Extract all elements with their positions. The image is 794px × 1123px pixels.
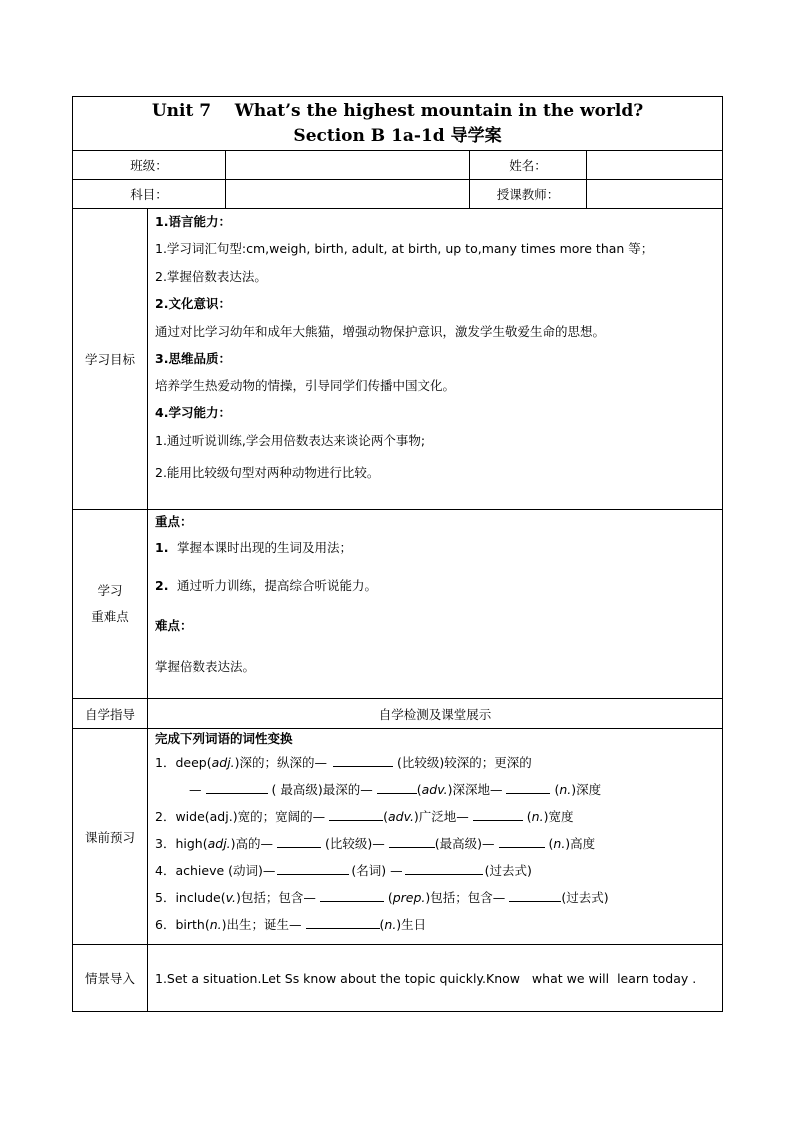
answer-blank[interactable] — [499, 835, 545, 848]
exercise-text: 2．wide(adj.)宽的；宽阔的— — [155, 809, 326, 824]
answer-blank[interactable] — [277, 835, 321, 848]
intro-label: 情景导入 — [73, 945, 148, 1012]
exercise-text: ( — [383, 890, 393, 905]
name-field[interactable] — [587, 151, 723, 180]
info-row-2 — [73, 180, 723, 209]
exercise-text: (比较级)— — [321, 836, 385, 851]
objective-line: 2.能用比较级句型对两种动物进行比较。 — [155, 465, 380, 480]
focus-item-1-text: 掌握本课时出现的生词及用法； — [177, 540, 353, 555]
answer-blank[interactable] — [277, 862, 349, 875]
pos-abbrev: adj. — [207, 836, 231, 851]
guide-row — [73, 699, 723, 729]
exercise-text: )深度 — [571, 782, 602, 797]
exercise-text: )高的— — [230, 836, 274, 851]
answer-blank[interactable] — [329, 808, 383, 821]
focus-item-2-text: 通过听力训练，提高综合听说能力。 — [177, 578, 378, 593]
pos-abbrev: prep. — [392, 890, 426, 905]
exercise-text: (最高级)— — [434, 836, 495, 851]
exercise-line-7 — [155, 911, 715, 938]
exercise-text: )宽度 — [543, 809, 574, 824]
objectives-label: 学习目标 — [73, 209, 148, 510]
info-row-1 — [73, 151, 723, 180]
objectives-content — [148, 209, 723, 510]
teacher-field[interactable] — [587, 180, 723, 209]
pos-abbrev: n. — [531, 809, 544, 824]
pos-abbrev: n. — [384, 917, 397, 932]
exercise-text: (名词) — — [351, 863, 403, 878]
exercise-text: ( — [379, 917, 385, 932]
objective-heading-1: 1.语言能力： — [155, 214, 231, 229]
title-cell — [73, 97, 723, 151]
pos-abbrev: n. — [559, 782, 572, 797]
exercise-text: )深深地— — [447, 782, 503, 797]
lesson-table — [72, 96, 723, 1012]
exercise-text: )高度 — [565, 836, 596, 851]
answer-blank[interactable] — [389, 835, 435, 848]
exercise-text: ( — [522, 809, 532, 824]
answer-blank[interactable] — [206, 781, 268, 794]
answer-blank[interactable] — [405, 862, 483, 875]
objective-line: 1.通过听说训练,学会用倍数表达来谈论两个事物; — [155, 433, 426, 448]
class-field[interactable] — [226, 151, 470, 180]
exercise-text: (过去式) — [484, 863, 532, 878]
exercise-text: 6．birth( — [155, 917, 210, 932]
objective-heading-3: 3.思维品质： — [155, 351, 231, 366]
answer-blank[interactable] — [509, 889, 561, 902]
preview-row — [73, 729, 723, 945]
exercise-line-1 — [155, 749, 715, 776]
exercise-text: ( — [383, 809, 388, 824]
title-line-2: Section B 1a-1d 导学案 — [293, 125, 502, 146]
exercise-text: 4．achieve (动词)— — [155, 863, 276, 878]
focus-heading: 重点： — [155, 514, 193, 529]
exercise-text: 5．include( — [155, 890, 226, 905]
exercise-text: )深的；纵深的— — [234, 755, 328, 770]
difficulty-heading: 难点： — [155, 618, 193, 633]
exercise-text: ( — [416, 782, 422, 797]
exercise-text: )出生；诞生— — [221, 917, 302, 932]
focus-item-1-number: 1. — [155, 540, 169, 555]
guide-content: 自学检测及课堂展示 — [148, 699, 723, 729]
keypoints-label-line-1: 学习 — [97, 583, 123, 598]
lesson-plan — [72, 96, 722, 1012]
preview-label: 课前预习 — [73, 729, 148, 945]
objective-line: 2.掌握倍数表达法。 — [155, 269, 267, 284]
preview-content — [148, 729, 723, 945]
pos-abbrev: n. — [553, 836, 566, 851]
exercise-line-3 — [155, 803, 715, 830]
objectives-row — [73, 209, 723, 510]
exercise-text: 1．deep( — [155, 755, 212, 770]
class-label: 班级： — [73, 151, 226, 180]
intro-row — [73, 945, 723, 1012]
answer-blank[interactable] — [377, 781, 417, 794]
exercise-line-2 — [155, 776, 715, 803]
objective-line: 通过对比学习幼年和成年大熊猫，增强动物保护意识，激发学生敬爱生命的思想。 — [155, 324, 606, 339]
exercise-text: ( 最高级)最深的— — [271, 782, 373, 797]
answer-blank[interactable] — [473, 808, 523, 821]
pos-abbrev: adj. — [211, 755, 235, 770]
focus-item-1 — [155, 532, 715, 564]
exercise-line-6 — [155, 884, 715, 911]
exercise-text: )生日 — [396, 917, 427, 932]
exercise-text: ( — [544, 836, 554, 851]
objective-line: 培养学生热爱动物的情操，引导同学们传播中国文化。 — [155, 378, 456, 393]
name-label: 姓名： — [470, 151, 587, 180]
title-row — [73, 97, 723, 151]
exercise-line-4 — [155, 830, 715, 857]
subject-field[interactable] — [226, 180, 470, 209]
answer-blank[interactable] — [306, 916, 380, 929]
teacher-label: 授课教师： — [470, 180, 587, 209]
focus-item-2-number: 2. — [155, 578, 169, 593]
keypoints-label-line-2: 重难点 — [91, 609, 129, 624]
pos-abbrev: adv. — [387, 809, 414, 824]
difficulty-text: 掌握倍数表达法。 — [155, 659, 256, 674]
keypoints-row — [73, 510, 723, 699]
keypoints-label — [73, 510, 148, 699]
exercise-text: — — [189, 782, 202, 797]
title-line-1: Unit 7 What’s the highest mountain in the world? — [151, 100, 644, 121]
answer-blank[interactable] — [333, 754, 393, 767]
pos-abbrev: n. — [209, 917, 222, 932]
intro-content: 1.Set a situation.Let Ss know about the topic quickly.Know what we will learn today . — [148, 945, 723, 1012]
guide-label: 自学指导 — [73, 699, 148, 729]
objective-line: 1.学习词汇句型:cm,weigh, birth, adult, at birth, up to,many times more than 等； — [155, 241, 654, 256]
keypoints-content — [148, 510, 723, 699]
exercise-text: )包括；包含— — [425, 890, 506, 905]
exercise-text: 3．high( — [155, 836, 208, 851]
objective-heading-2: 2.文化意识： — [155, 296, 231, 311]
exercise-text: (比较级)较深的；更深的 — [393, 755, 532, 770]
exercise-text: )广泛地— — [413, 809, 469, 824]
objective-heading-4: 4.学习能力： — [155, 405, 231, 420]
exercise-line-5 — [155, 857, 715, 884]
exercise-text: )包括；包含— — [235, 890, 316, 905]
exercise-text: ( — [550, 782, 560, 797]
preview-title: 完成下列词语的词性变换 — [155, 731, 293, 746]
focus-item-2 — [155, 564, 715, 608]
pos-abbrev: v. — [225, 890, 236, 905]
exercise-text: (过去式) — [561, 890, 609, 905]
answer-blank[interactable] — [320, 889, 384, 902]
subject-label: 科目： — [73, 180, 226, 209]
pos-abbrev: adv. — [421, 782, 448, 797]
answer-blank[interactable] — [506, 781, 550, 794]
